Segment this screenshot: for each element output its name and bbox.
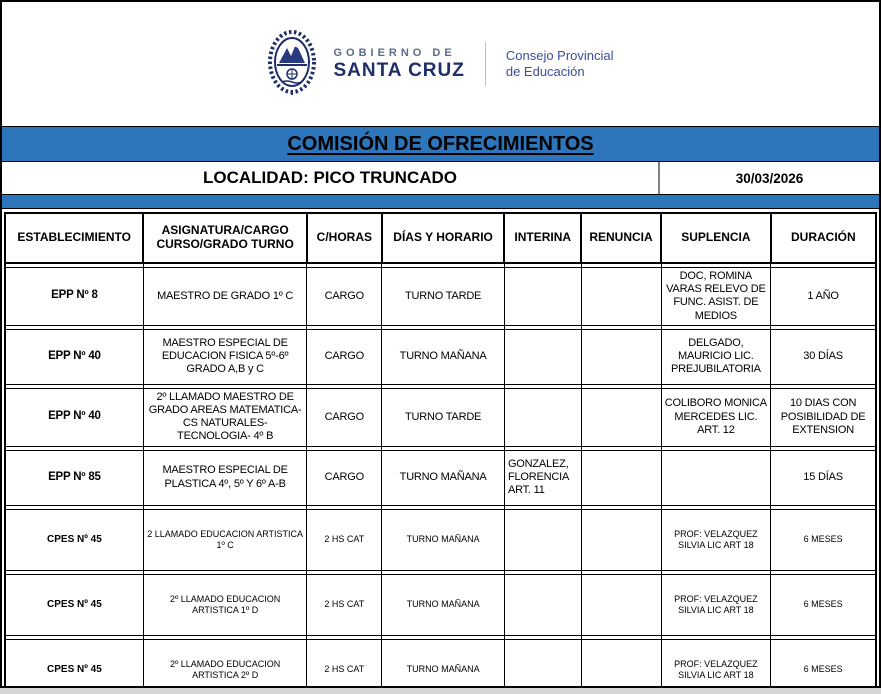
cell-dias-y-horario: TURNO MAÑANA bbox=[382, 639, 505, 688]
cell-renuncia bbox=[581, 450, 661, 505]
cell-suplencia: PROF: VELAZQUEZ SILVIA LIC ART 18 bbox=[661, 509, 771, 570]
cell-duracion: 10 DIAS CON POSIBILIDAD DE EXTENSION bbox=[771, 388, 876, 446]
cell-duracion: 1 AÑO bbox=[771, 268, 876, 326]
cell-interina bbox=[504, 388, 581, 446]
cell-c-horas: CARGO bbox=[307, 388, 382, 446]
table-row bbox=[5, 639, 876, 688]
cell-asignatura: 2 LLAMADO EDUCACION ARTISTICA 1º C bbox=[143, 509, 307, 570]
cell-interina bbox=[504, 509, 581, 570]
table-row bbox=[5, 329, 876, 384]
cell-interina: GONZALEZ, FLORENCIA ART. 11 bbox=[504, 450, 581, 505]
cell-establecimiento: EPP Nº 8 bbox=[5, 268, 143, 326]
blue-strip bbox=[2, 195, 879, 209]
screenshot-bottom-edge bbox=[0, 688, 881, 694]
cell-dias-y-horario: TURNO TARDE bbox=[382, 388, 505, 446]
cell-establecimiento: EPP Nº 85 bbox=[5, 450, 143, 505]
cell-duracion: 6 MESES bbox=[771, 509, 876, 570]
cell-suplencia: DOC, ROMINA VARAS RELEVO DE FUNC. ASIST. DE MEDIOS bbox=[661, 268, 771, 326]
header bbox=[2, 2, 879, 126]
table-row bbox=[5, 268, 876, 326]
cell-renuncia bbox=[581, 574, 661, 635]
cell-c-horas: CARGO bbox=[307, 268, 382, 326]
cell-establecimiento: CPES Nº 45 bbox=[5, 574, 143, 635]
cell-asignatura: MAESTRO DE GRADO 1º C bbox=[143, 268, 307, 326]
column-header-suplencia: SUPLENCIA bbox=[661, 213, 771, 263]
column-header-renuncia: RENUNCIA bbox=[581, 213, 661, 263]
cell-asignatura: 2º LLAMADO MAESTRO DE GRADO AREAS MATEMATICA- CS NATURALES- TECNOLOGIA- 4º B bbox=[143, 388, 307, 446]
table-row bbox=[5, 450, 876, 505]
cell-c-horas: 2 HS CAT bbox=[307, 509, 382, 570]
cell-dias-y-horario: TURNO MAÑANA bbox=[382, 329, 505, 384]
cell-duracion: 30 DÍAS bbox=[771, 329, 876, 384]
government-wordmark bbox=[333, 47, 464, 82]
cell-interina bbox=[504, 268, 581, 326]
offers-table-header bbox=[5, 213, 876, 263]
cell-establecimiento: CPES Nº 45 bbox=[5, 639, 143, 688]
cell-dias-y-horario: TURNO MAÑANA bbox=[382, 509, 505, 570]
cell-suplencia: PROF: VELAZQUEZ SILVIA LIC ART 18 bbox=[661, 574, 771, 635]
brand-divider bbox=[485, 42, 486, 86]
organization-name-line2: de Educación bbox=[505, 64, 585, 79]
page-title: COMISIÓN DE OFRECIMIENTOS bbox=[287, 132, 594, 155]
column-header-asignatura: ASIGNATURA/CARGO CURSO/GRADO TURNO bbox=[143, 213, 307, 263]
localidad-row bbox=[2, 162, 879, 195]
organization-name bbox=[506, 48, 614, 81]
cell-interina bbox=[504, 329, 581, 384]
table-row bbox=[5, 388, 876, 446]
title-bar bbox=[2, 126, 879, 162]
cell-dias-y-horario: TURNO MAÑANA bbox=[382, 574, 505, 635]
cell-c-horas: CARGO bbox=[307, 450, 382, 505]
cell-suplencia: COLIBORO MONICA MERCEDES LIC. ART. 12 bbox=[661, 388, 771, 446]
cell-dias-y-horario: TURNO MAÑANA bbox=[382, 450, 505, 505]
cell-asignatura: MAESTRO ESPECIAL DE PLASTICA 4º, 5º Y 6º A-B bbox=[143, 450, 307, 505]
cell-renuncia bbox=[581, 639, 661, 688]
government-wordmark-line2: SANTA CRUZ bbox=[333, 59, 465, 81]
column-header-duracion: DURACIÓN bbox=[771, 213, 876, 263]
offers-table bbox=[4, 212, 877, 688]
cell-suplencia: PROF: VELAZQUEZ SILVIA LIC ART 18 bbox=[661, 639, 771, 688]
cell-suplencia: DELGADO, MAURICIO LIC. PREJUBILATORIA bbox=[661, 329, 771, 384]
date-value: 30/03/2026 bbox=[735, 170, 804, 186]
cell-renuncia bbox=[581, 388, 661, 446]
cell-interina bbox=[504, 639, 581, 688]
cell-duracion: 6 MESES bbox=[771, 574, 876, 635]
column-header-c-horas: C/HORAS bbox=[307, 213, 382, 263]
column-header-dias-y-horario: DÍAS Y HORARIO bbox=[382, 213, 505, 263]
government-wordmark-line1: GOBIERNO DE bbox=[333, 46, 456, 59]
cell-interina bbox=[504, 574, 581, 635]
cell-renuncia bbox=[581, 329, 661, 384]
cell-establecimiento: EPP Nº 40 bbox=[5, 329, 143, 384]
cell-c-horas: CARGO bbox=[307, 329, 382, 384]
cell-renuncia bbox=[581, 268, 661, 326]
organization-name-line1: Consejo Provincial bbox=[505, 47, 614, 63]
offers-table-body bbox=[5, 263, 876, 688]
cell-asignatura: 2º LLAMADO EDUCACION ARTISTICA 1º D bbox=[143, 574, 307, 635]
cell-asignatura: 2º LLAMADO EDUCACION ARTISTICA 2º D bbox=[143, 639, 307, 688]
cell-dias-y-horario: TURNO TARDE bbox=[382, 268, 505, 326]
santa-cruz-coat-of-arms-icon bbox=[267, 29, 317, 100]
cell-establecimiento: CPES Nº 45 bbox=[5, 509, 143, 570]
cell-suplencia bbox=[661, 450, 771, 505]
table-row bbox=[5, 509, 876, 570]
cell-asignatura: MAESTRO ESPECIAL DE EDUCACION FISICA 5º-6º GRADO A,B y C bbox=[143, 329, 307, 384]
cell-c-horas: 2 HS CAT bbox=[307, 639, 382, 688]
column-header-interina: INTERINA bbox=[504, 213, 581, 263]
cell-duracion: 15 DÍAS bbox=[771, 450, 876, 505]
cell-renuncia bbox=[581, 509, 661, 570]
cell-establecimiento: EPP Nº 40 bbox=[5, 388, 143, 446]
table-row bbox=[5, 574, 876, 635]
localidad-label: LOCALIDAD: PICO TRUNCADO bbox=[2, 162, 660, 194]
cell-c-horas: 2 HS CAT bbox=[307, 574, 382, 635]
column-header-establecimiento: ESTABLECIMIENTO bbox=[5, 213, 143, 263]
cell-duracion: 6 MESES bbox=[771, 639, 876, 688]
